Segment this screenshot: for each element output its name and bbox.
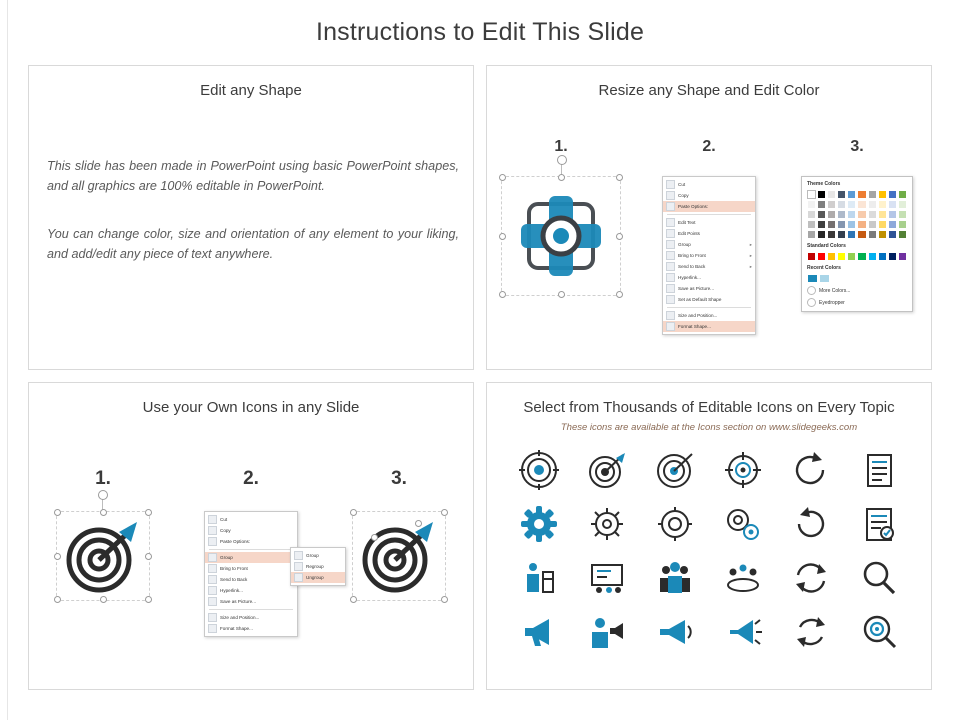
swatch[interactable] bbox=[847, 190, 856, 199]
handle-top-right[interactable] bbox=[616, 174, 623, 181]
icon-gear-solid-icon[interactable] bbox=[517, 502, 561, 546]
icon-person-speaking-icon[interactable] bbox=[585, 610, 629, 654]
menu-item-label: Hyperlink... bbox=[220, 588, 243, 593]
rotation-handle-icon[interactable] bbox=[557, 155, 567, 165]
own-icons-step-3-cell bbox=[325, 511, 473, 671]
recent-colors-row[interactable] bbox=[807, 274, 907, 283]
slide-left-edge bbox=[0, 0, 8, 720]
menu-item-label: Group bbox=[220, 555, 233, 560]
menu-item-save-as-picture[interactable] bbox=[205, 596, 297, 607]
icon-magnifier-icon[interactable] bbox=[857, 556, 901, 600]
resize-step-2-number: 2. bbox=[702, 138, 716, 155]
theme-colors-row[interactable] bbox=[807, 190, 907, 199]
icon-person-podium-icon[interactable] bbox=[517, 556, 561, 600]
menu-item-edit-points[interactable] bbox=[663, 228, 755, 239]
swatch[interactable] bbox=[807, 210, 816, 219]
swatch[interactable] bbox=[888, 220, 897, 229]
swatch[interactable] bbox=[868, 230, 877, 239]
menu-item-group[interactable] bbox=[205, 552, 297, 563]
copy-icon bbox=[208, 526, 217, 535]
icon-context-menu[interactable] bbox=[204, 511, 298, 637]
copy-icon bbox=[666, 191, 675, 200]
handle-middle-right[interactable] bbox=[616, 233, 623, 240]
chevron-right-icon: ▸ bbox=[749, 241, 752, 247]
menu-item-label: Format Shape... bbox=[220, 626, 253, 631]
swatch[interactable] bbox=[878, 230, 887, 239]
menu-item-label: Paste Options: bbox=[220, 539, 251, 544]
swatch[interactable] bbox=[807, 200, 816, 209]
icon-target-circles-icon[interactable] bbox=[517, 448, 561, 492]
own-icons-step-graphics bbox=[29, 511, 473, 671]
handle-bottom-left[interactable] bbox=[54, 596, 61, 603]
menu-item-paste-options[interactable] bbox=[663, 201, 755, 212]
default-shape-icon bbox=[666, 295, 675, 304]
icon-team-meeting-icon[interactable] bbox=[721, 556, 765, 600]
resize-step-1-number: 1. bbox=[554, 138, 568, 155]
swatch[interactable] bbox=[837, 210, 846, 219]
paste-icon bbox=[666, 202, 675, 211]
menu-item-copy[interactable] bbox=[205, 525, 297, 536]
menu-item-size-and-position[interactable] bbox=[663, 310, 755, 321]
panel-resize-shape-title: Resize any Shape and Edit Color bbox=[598, 82, 820, 99]
swatch[interactable] bbox=[847, 200, 856, 209]
handle-top-left[interactable] bbox=[499, 174, 506, 181]
own-icons-step-2-number: 2. bbox=[243, 468, 259, 489]
swatch[interactable] bbox=[817, 200, 826, 209]
link-icon bbox=[208, 586, 217, 595]
handle-top-right[interactable] bbox=[145, 509, 152, 516]
icon-megaphone-icon[interactable] bbox=[517, 610, 561, 654]
menu-item-label: Cut bbox=[220, 517, 228, 522]
submenu-item-regroup[interactable] bbox=[291, 561, 345, 572]
group-submenu[interactable] bbox=[290, 547, 346, 586]
theme-colors-row[interactable] bbox=[807, 230, 907, 239]
handle-middle-left[interactable] bbox=[499, 233, 506, 240]
swatch[interactable] bbox=[817, 190, 826, 199]
swatch[interactable] bbox=[817, 220, 826, 229]
link-icon bbox=[666, 273, 675, 282]
selected-shape-with-handles[interactable] bbox=[501, 176, 621, 296]
menu-item-paste-options[interactable] bbox=[205, 536, 297, 547]
panel-edit-shape-paragraph-2: You can change color, size and orientation of any element to your liking, and add/edit any piece of text anywhere. bbox=[47, 227, 459, 261]
handle-arrow[interactable] bbox=[415, 520, 422, 527]
menu-item-group[interactable] bbox=[663, 239, 755, 250]
handle-middle-left[interactable] bbox=[54, 553, 61, 560]
resize-step-3-number: 3. bbox=[850, 138, 864, 155]
menu-item-label: Edit Points bbox=[678, 231, 700, 236]
handle-top-left[interactable] bbox=[350, 509, 357, 516]
menu-item-format-shape[interactable] bbox=[205, 623, 297, 634]
more-colors-label: More Colors... bbox=[819, 287, 851, 294]
menu-item-label: Send to Back bbox=[678, 264, 706, 269]
menu-separator bbox=[667, 307, 751, 308]
swatch[interactable] bbox=[807, 220, 816, 229]
swatch[interactable] bbox=[898, 210, 907, 219]
icon-target-arrow-icon[interactable] bbox=[653, 448, 697, 492]
handle-middle-right[interactable] bbox=[145, 553, 152, 560]
standard-colors-section bbox=[807, 243, 907, 261]
menu-item-hyperlink[interactable] bbox=[663, 272, 755, 283]
swatch[interactable] bbox=[868, 252, 877, 261]
color-picker-popup[interactable] bbox=[801, 176, 913, 312]
swatch[interactable] bbox=[837, 252, 846, 261]
menu-item-label: Hyperlink... bbox=[678, 275, 701, 280]
standard-colors-label: Standard Colors bbox=[807, 243, 846, 249]
handle-bottom-left[interactable] bbox=[350, 596, 357, 603]
swatch[interactable] bbox=[837, 200, 846, 209]
paste-icon bbox=[208, 537, 217, 546]
resize-step-2-cell bbox=[635, 176, 783, 346]
palette-icon bbox=[807, 286, 816, 295]
icon-refresh-circle-icon[interactable] bbox=[789, 502, 833, 546]
icon-gear-flower-icon[interactable] bbox=[585, 502, 629, 546]
gear-shape-graphic bbox=[511, 186, 611, 286]
panel-icon-library-subtitle: These icons are available at the Icons section on www.slidegeeks.com bbox=[560, 422, 858, 433]
menu-item-bring-to-front[interactable] bbox=[663, 250, 755, 261]
icon-presentation-people-icon[interactable] bbox=[585, 556, 629, 600]
swatch[interactable] bbox=[868, 200, 877, 209]
eyedropper-icon bbox=[807, 298, 816, 307]
theme-colors-row[interactable] bbox=[807, 210, 907, 219]
points-icon bbox=[666, 229, 675, 238]
icon-bullhorn-icon[interactable] bbox=[653, 610, 697, 654]
swatch[interactable] bbox=[847, 230, 856, 239]
theme-colors-row[interactable] bbox=[807, 220, 907, 229]
handle-bottom-right[interactable] bbox=[145, 596, 152, 603]
swatch[interactable] bbox=[827, 210, 836, 219]
swatch[interactable] bbox=[837, 230, 846, 239]
own-icons-menu-wrapper bbox=[204, 511, 324, 637]
size-position-icon bbox=[208, 613, 217, 622]
menu-separator bbox=[209, 549, 293, 550]
handle-bottom-right[interactable] bbox=[441, 596, 448, 603]
swatch[interactable] bbox=[898, 200, 907, 209]
icon-crosshair-icon[interactable] bbox=[721, 448, 765, 492]
rotation-handle-icon[interactable] bbox=[98, 490, 108, 500]
swatch[interactable] bbox=[888, 252, 897, 261]
menu-separator bbox=[209, 609, 293, 610]
scissors-icon bbox=[208, 515, 217, 524]
menu-item-size-and-position[interactable] bbox=[205, 612, 297, 623]
own-icons-step-2-cell bbox=[177, 511, 325, 671]
swatch[interactable] bbox=[857, 210, 866, 219]
swatch[interactable] bbox=[878, 252, 887, 261]
chevron-right-icon: ▸ bbox=[749, 252, 752, 258]
picture-icon bbox=[666, 284, 675, 293]
handle-circle[interactable] bbox=[371, 534, 378, 541]
menu-item-save-as-picture[interactable] bbox=[663, 283, 755, 294]
swatch[interactable] bbox=[807, 230, 816, 239]
more-colors-item[interactable] bbox=[807, 286, 907, 295]
swatch[interactable] bbox=[857, 190, 866, 199]
icon-refresh-arrows-icon[interactable] bbox=[789, 556, 833, 600]
format-shape-icon bbox=[666, 322, 675, 331]
swatch[interactable] bbox=[847, 252, 856, 261]
swatch[interactable] bbox=[817, 210, 826, 219]
target-arrow-graphic-ungrouped bbox=[353, 512, 445, 600]
recent-colors-label: Recent Colors bbox=[807, 265, 841, 271]
submenu-item-ungroup[interactable] bbox=[291, 572, 345, 583]
group-icon bbox=[666, 240, 675, 249]
menu-item-label: Regroup bbox=[306, 564, 324, 569]
icon-gear-outline-icon[interactable] bbox=[653, 502, 697, 546]
icon-group-people-icon[interactable] bbox=[653, 556, 697, 600]
menu-item-label: Edit Text bbox=[678, 220, 696, 225]
menu-item-label: Format Shape... bbox=[678, 324, 711, 329]
theme-colors-row[interactable] bbox=[807, 200, 907, 209]
menu-item-label: Copy bbox=[678, 193, 689, 198]
swatch[interactable] bbox=[847, 220, 856, 229]
menu-item-label: Save as Picture... bbox=[678, 286, 715, 291]
swatch[interactable] bbox=[898, 190, 907, 199]
icon-loudspeaker-icon[interactable] bbox=[721, 610, 765, 654]
swatch[interactable] bbox=[898, 230, 907, 239]
ungrouped-target-icon[interactable] bbox=[352, 511, 446, 601]
resize-step-graphics bbox=[487, 176, 931, 346]
handle-bottom-center[interactable] bbox=[558, 291, 565, 298]
menu-item-label: Save as Picture... bbox=[220, 599, 257, 604]
swatch[interactable] bbox=[857, 230, 866, 239]
menu-item-label: Group bbox=[678, 242, 691, 247]
own-icons-step-1-number: 1. bbox=[95, 468, 111, 489]
group-icon bbox=[294, 551, 303, 560]
menu-item-label: Bring to Front bbox=[220, 566, 248, 571]
picture-icon bbox=[208, 597, 217, 606]
resize-step-1-cell bbox=[487, 176, 635, 346]
swatch[interactable] bbox=[868, 220, 877, 229]
swatch[interactable] bbox=[878, 210, 887, 219]
swatch[interactable] bbox=[827, 200, 836, 209]
panel-edit-shape bbox=[28, 65, 474, 370]
icon-refresh-clockwise-icon[interactable] bbox=[789, 448, 833, 492]
menu-item-set-default-shape[interactable] bbox=[663, 294, 755, 305]
menu-item-label: Paste Options: bbox=[678, 204, 709, 209]
menu-separator bbox=[667, 214, 751, 215]
menu-item-label: Send to Back bbox=[220, 577, 248, 582]
chevron-right-icon: ▸ bbox=[749, 263, 752, 269]
group-icon bbox=[208, 553, 217, 562]
swatch[interactable] bbox=[857, 200, 866, 209]
eyedropper-label: Eyedropper bbox=[819, 299, 845, 306]
swatch[interactable] bbox=[837, 220, 846, 229]
swatch[interactable] bbox=[817, 230, 826, 239]
swatch[interactable] bbox=[807, 274, 818, 283]
swatch[interactable] bbox=[817, 252, 826, 261]
swatch[interactable] bbox=[807, 190, 816, 199]
swatch[interactable] bbox=[898, 252, 907, 261]
swatch[interactable] bbox=[868, 210, 877, 219]
handle-bottom-left[interactable] bbox=[499, 291, 506, 298]
panel-icon-library bbox=[486, 382, 932, 690]
icon-target-dartboard-icon[interactable] bbox=[585, 448, 629, 492]
recent-colors-section bbox=[807, 265, 907, 283]
menu-item-edit-text[interactable] bbox=[663, 217, 755, 228]
handle-bottom-center[interactable] bbox=[100, 596, 107, 603]
theme-colors-label: Theme Colors bbox=[807, 181, 841, 187]
swatch[interactable] bbox=[837, 190, 846, 199]
send-back-icon bbox=[208, 575, 217, 584]
handle-top-center[interactable] bbox=[558, 174, 565, 181]
swatch[interactable] bbox=[827, 220, 836, 229]
icon-document-lines-icon[interactable] bbox=[857, 448, 901, 492]
panel-own-icons-title: Use your Own Icons in any Slide bbox=[142, 399, 360, 416]
panel-edit-shape-paragraph-1: This slide has been made in PowerPoint using basic PowerPoint shapes, and all graphics are 100% editable in PowerPoint. bbox=[47, 159, 459, 193]
size-position-icon bbox=[666, 311, 675, 320]
page-title: Instructions to Edit This Slide bbox=[315, 18, 645, 46]
swatch[interactable] bbox=[857, 252, 866, 261]
own-icons-step-3-number: 3. bbox=[391, 468, 407, 489]
eyedropper-item[interactable] bbox=[807, 298, 907, 307]
standard-colors-row[interactable] bbox=[807, 252, 907, 261]
swatch[interactable] bbox=[888, 210, 897, 219]
icon-recycle-arrows-icon[interactable] bbox=[789, 610, 833, 654]
swatch[interactable] bbox=[878, 190, 887, 199]
resize-step-3-cell bbox=[783, 176, 931, 346]
swatch[interactable] bbox=[868, 190, 877, 199]
swatch[interactable] bbox=[857, 220, 866, 229]
menu-item-label: Size and Position... bbox=[220, 615, 260, 620]
send-back-icon bbox=[666, 262, 675, 271]
swatch[interactable] bbox=[807, 252, 816, 261]
format-shape-icon bbox=[208, 624, 217, 633]
own-icons-step-numbers bbox=[29, 468, 473, 490]
panel-resize-shape bbox=[486, 65, 932, 370]
menu-item-send-to-back[interactable] bbox=[663, 261, 755, 272]
icon-library-grid bbox=[505, 445, 913, 657]
menu-item-label: Copy bbox=[220, 528, 231, 533]
target-arrow-graphic bbox=[57, 512, 149, 600]
panel-own-icons bbox=[28, 382, 474, 690]
swatch[interactable] bbox=[878, 200, 887, 209]
shape-context-menu[interactable] bbox=[662, 176, 756, 335]
menu-item-label: Ungroup bbox=[306, 575, 324, 580]
swatch[interactable] bbox=[827, 190, 836, 199]
swatch[interactable] bbox=[819, 274, 830, 283]
icon-target-search-icon[interactable] bbox=[857, 610, 901, 654]
menu-item-label: Set as Default Shape bbox=[678, 297, 722, 302]
scissors-icon bbox=[666, 180, 675, 189]
menu-item-format-shape[interactable] bbox=[663, 321, 755, 332]
swatch[interactable] bbox=[878, 220, 887, 229]
panel-edit-shape-title: Edit any Shape bbox=[200, 82, 302, 99]
menu-item-hyperlink[interactable] bbox=[205, 585, 297, 596]
ungroup-icon bbox=[294, 573, 303, 582]
menu-item-label: Bring to Front bbox=[678, 253, 706, 258]
selected-target-icon-with-handles[interactable] bbox=[56, 511, 150, 601]
handle-top-right[interactable] bbox=[441, 509, 448, 516]
menu-item-send-to-back[interactable] bbox=[205, 574, 297, 585]
swatch[interactable] bbox=[888, 200, 897, 209]
menu-item-label: Group bbox=[306, 553, 319, 558]
swatch[interactable] bbox=[847, 210, 856, 219]
handle-bottom-right[interactable] bbox=[616, 291, 623, 298]
swatch[interactable] bbox=[827, 230, 836, 239]
icon-gears-pair-icon[interactable] bbox=[721, 502, 765, 546]
bring-front-icon bbox=[208, 564, 217, 573]
handle-top-left[interactable] bbox=[54, 509, 61, 516]
menu-item-label: Size and Position... bbox=[678, 313, 718, 318]
handle-top-center[interactable] bbox=[100, 509, 107, 516]
swatch[interactable] bbox=[888, 190, 897, 199]
swatch[interactable] bbox=[898, 220, 907, 229]
menu-item-label: Cut bbox=[678, 182, 686, 187]
swatch[interactable] bbox=[827, 252, 836, 261]
icon-checklist-document-icon[interactable] bbox=[857, 502, 901, 546]
menu-item-cut[interactable] bbox=[663, 179, 755, 190]
bring-front-icon bbox=[666, 251, 675, 260]
panel-icon-library-title: Select from Thousands of Editable Icons on Every Topic bbox=[523, 399, 895, 416]
swatch[interactable] bbox=[888, 230, 897, 239]
menu-item-copy[interactable] bbox=[663, 190, 755, 201]
regroup-icon bbox=[294, 562, 303, 571]
resize-step-numbers bbox=[487, 138, 931, 156]
submenu-item-group[interactable] bbox=[291, 550, 345, 561]
menu-item-bring-to-front[interactable] bbox=[205, 563, 297, 574]
own-icons-step-1-cell bbox=[29, 511, 177, 671]
text-icon bbox=[666, 218, 675, 227]
menu-item-cut[interactable] bbox=[205, 514, 297, 525]
